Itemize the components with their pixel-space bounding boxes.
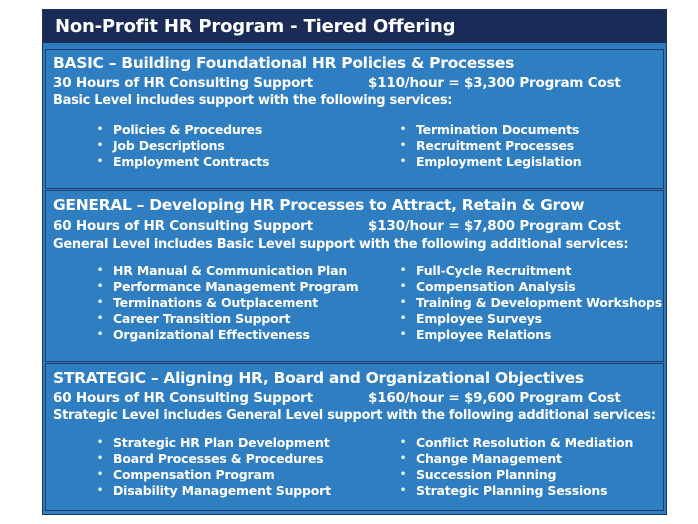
- list-item: • Employee Surveys: [396, 311, 662, 327]
- bullet-icon: •: [96, 124, 104, 135]
- list-item: • Performance Management Program: [93, 279, 358, 295]
- tier-hours: 60 Hours of HR Consulting Support: [53, 390, 313, 406]
- tier-title: STRATEGIC – Aligning HR, Board and Organizational Objectives: [53, 369, 584, 387]
- bullet-icon: •: [399, 469, 407, 480]
- bullet-icon: •: [399, 313, 407, 324]
- list-item: • Employee Relations: [396, 327, 662, 343]
- bullet-icon: •: [399, 485, 407, 496]
- bullet-icon: •: [399, 329, 407, 340]
- bullet-icon: •: [96, 265, 104, 276]
- list-item: • Career Transition Support: [93, 311, 358, 327]
- bullet-icon: •: [96, 140, 104, 151]
- tier-basic: [45, 49, 664, 189]
- list-item: • Conflict Resolution & Mediation: [396, 435, 633, 451]
- services-list-left: [93, 122, 269, 170]
- list-item: • Termination Documents: [396, 122, 581, 138]
- tier-strategic: [45, 363, 664, 511]
- bullet-icon: •: [96, 469, 104, 480]
- list-item: • Policies & Procedures: [93, 122, 269, 138]
- tier-intro: General Level includes Basic Level support with the following additional services:: [53, 237, 629, 252]
- tier-hours: 60 Hours of HR Consulting Support: [53, 218, 313, 234]
- list-item: • Strategic Planning Sessions: [396, 483, 633, 499]
- bullet-icon: •: [399, 281, 407, 292]
- bullet-icon: •: [399, 124, 407, 135]
- list-item: • Disability Management Support: [93, 483, 331, 499]
- bullet-icon: •: [96, 313, 104, 324]
- bullet-icon: •: [399, 140, 407, 151]
- list-item: • Compensation Program: [93, 467, 331, 483]
- list-item: • Terminations & Outplacement: [93, 295, 358, 311]
- bullet-icon: •: [399, 437, 407, 448]
- bullet-icon: •: [96, 453, 104, 464]
- list-item: • Succession Planning: [396, 467, 633, 483]
- list-item: • HR Manual & Communication Plan: [93, 263, 358, 279]
- tier-general: [45, 190, 664, 362]
- tier-price: $130/hour = $7,800 Program Cost: [368, 218, 621, 234]
- tier-intro: Basic Level includes support with the following services:: [53, 93, 453, 108]
- bullet-icon: •: [96, 156, 104, 167]
- list-item: • Full-Cycle Recruitment: [396, 263, 662, 279]
- bullet-icon: •: [96, 485, 104, 496]
- services-list-left: [93, 435, 331, 499]
- list-item: • Employment Contracts: [93, 154, 269, 170]
- bullet-icon: •: [399, 156, 407, 167]
- page-title: Non-Profit HR Program - Tiered Offering: [43, 10, 666, 43]
- services-list-right: [396, 122, 581, 170]
- tier-price: $110/hour = $3,300 Program Cost: [368, 75, 621, 91]
- tier-hours: 30 Hours of HR Consulting Support: [53, 75, 313, 91]
- tier-title: BASIC – Building Foundational HR Policies & Processes: [53, 54, 515, 72]
- list-item: • Job Descriptions: [93, 138, 269, 154]
- tier-price: $160/hour = $9,600 Program Cost: [368, 390, 621, 406]
- tier-intro: Strategic Level includes General Level support with the following additional services:: [53, 408, 656, 423]
- list-item: • Employment Legislation: [396, 154, 581, 170]
- services-list-left: [93, 263, 358, 343]
- bullet-icon: •: [399, 297, 407, 308]
- list-item: • Strategic HR Plan Development: [93, 435, 331, 451]
- bullet-icon: •: [96, 281, 104, 292]
- bullet-icon: •: [96, 297, 104, 308]
- services-list-right: [396, 435, 633, 499]
- list-item: • Change Management: [396, 451, 633, 467]
- tier-title: GENERAL – Developing HR Processes to Attract, Retain & Grow: [53, 196, 585, 214]
- bullet-icon: •: [96, 437, 104, 448]
- services-list-right: [396, 263, 662, 343]
- list-item: • Organizational Effectiveness: [93, 327, 358, 343]
- list-item: • Board Processes & Procedures: [93, 451, 331, 467]
- list-item: • Recruitment Processes: [396, 138, 581, 154]
- list-item: • Training & Development Workshops: [396, 295, 662, 311]
- bullet-icon: •: [399, 265, 407, 276]
- list-item: • Compensation Analysis: [396, 279, 662, 295]
- bullet-icon: •: [399, 453, 407, 464]
- offering-panel: [42, 9, 667, 515]
- bullet-icon: •: [96, 329, 104, 340]
